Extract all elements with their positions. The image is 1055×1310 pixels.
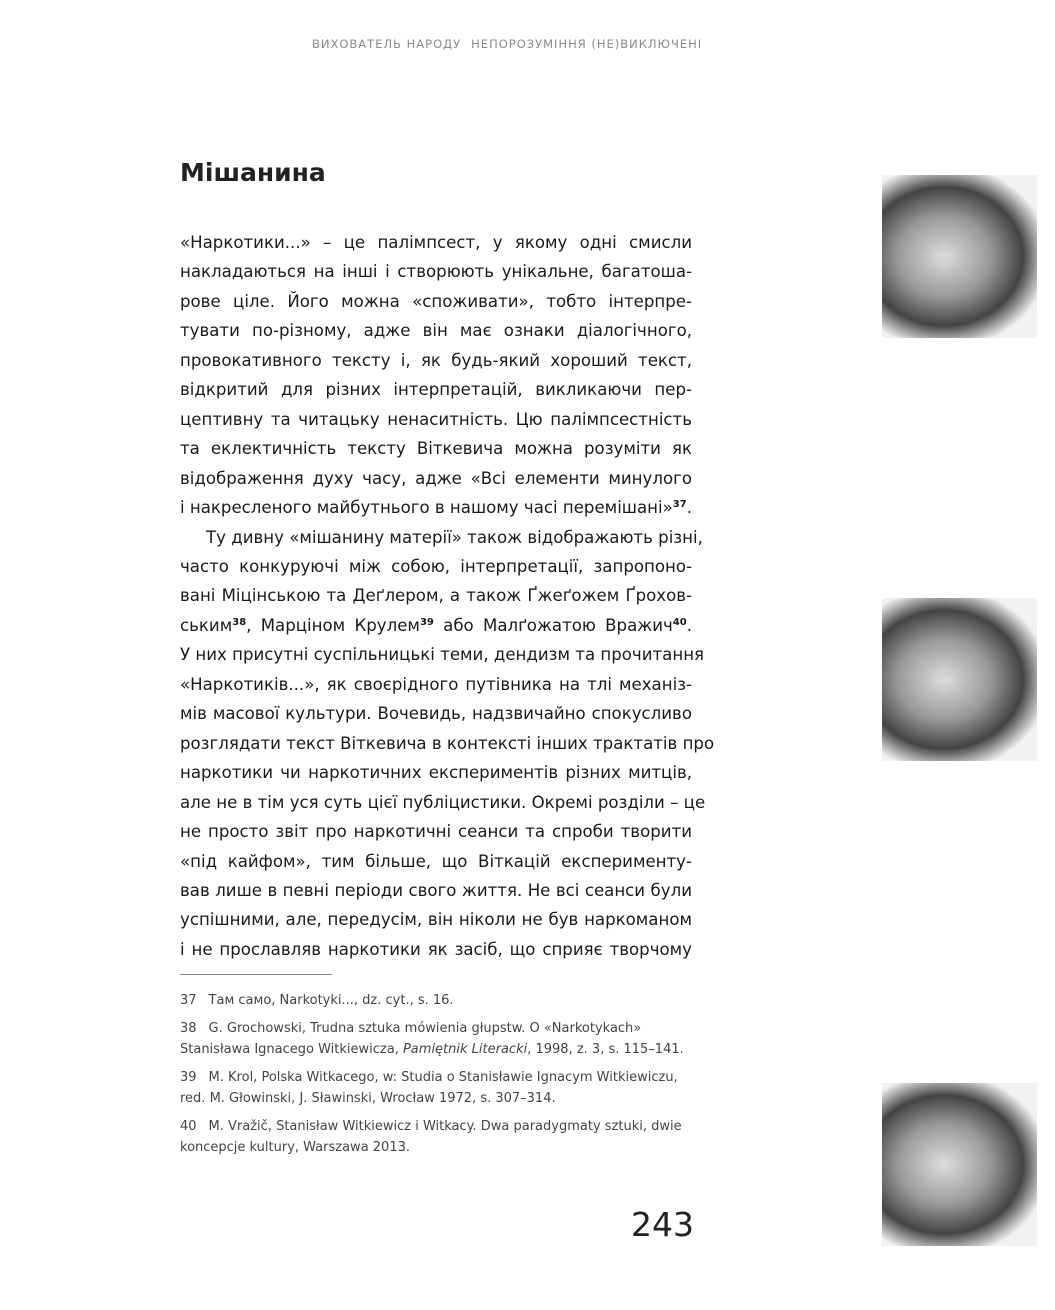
body-text (180, 228, 715, 964)
text-line: і не прославляв наркотики як засіб, що сприяє творчому (180, 939, 692, 959)
footnote-text: M. Vražič, Stanisław Witkiewicz i Witkacy. Dwa paradygmaty sztuki, dwie koncepcje kultury, Warszawa 2013. (180, 1119, 682, 1155)
footnote-38 (180, 1018, 700, 1060)
paragraph-1 (180, 228, 692, 523)
portrait-photo-3 (882, 1083, 1037, 1246)
text-line: відкритий для різних інтерпретацій, викликаючи пер- (180, 380, 692, 400)
text-line: розглядати текст Віткевича в контексті інших трактатів про (180, 733, 715, 753)
footnotes (180, 990, 700, 1165)
text-line: не просто звіт про наркотичні сеанси та спроби творити (180, 822, 692, 842)
paragraph-2 (180, 523, 715, 965)
footnote-number: 40 (180, 1119, 197, 1134)
text-line: тувати по-різному, адже він має ознаки діалогічного, (180, 321, 692, 341)
footnote-ref-37[interactable]: 37 (672, 499, 687, 511)
text-line: наркотики чи наркотичних експериментів різних митців, (180, 763, 692, 783)
footnote-text: G. Grochowski, Trudna sztuka mówienia głupstw. O «Narkotykach» Stanisława Ignacego Witkiewicza, (180, 1021, 642, 1057)
text-line: У них присутні суспільницькі теми, дендизм та прочитання (180, 645, 705, 665)
footnote-text: M. Krol, Polska Witkacego, w: Studia o Stanisławie Ignacym Witkiewiczu, red. M. Głowinski, J. Sławinski, Wrocław 1972, s. 307–314. (180, 1070, 678, 1106)
running-head-right: НЕПОРОЗУМІННЯ (НЕ)ВИКЛЮЧЕНІ (471, 37, 703, 51)
text: . (686, 615, 692, 635)
text-line (180, 611, 692, 640)
footnote-37 (180, 990, 700, 1011)
text-line: рове ціле. Його можна «споживати», тобто інтерпре- (180, 291, 692, 311)
text-line: провокативного тексту і, як будь-який хороший текст, (180, 350, 692, 370)
text-line: «Наркотики...» – це палімпсест, у якому одні смисли (180, 233, 692, 252)
text-line: накладаються на інші і створюють унікальне, багатоша- (180, 262, 692, 282)
text: або Малґожатою Вражич (433, 615, 673, 635)
footnote-ref-39[interactable]: 39 (419, 616, 434, 628)
footnote-text: Там само, Narkotyki..., dz. cyt., s. 16. (208, 993, 454, 1008)
text-line: Ту дивну «мішанину матерії» також відображають різні, (206, 527, 703, 547)
text-line: вав лише в певні періоди свого життя. Не всі сеанси були (180, 880, 692, 900)
text-line: та еклектичність тексту Віткевича можна розуміти як (180, 439, 692, 459)
text-line: мів масової культури. Вочевидь, надзвичайно спокусливо (180, 704, 692, 724)
footnote-40 (180, 1116, 700, 1158)
footnote-divider (180, 974, 332, 975)
text-line: «Наркотиків...», як своєрідного путівника на тлі механіз- (180, 674, 692, 694)
running-head-left: ВИХОВАТЕЛЬ НАРОДУ (312, 37, 462, 51)
portrait-photo-2 (882, 598, 1037, 761)
text-line: але не в тім уся суть цієї публіцистики. Окремі розділи – це (180, 792, 706, 812)
text-line: часто конкуруючі між собою, інтерпретації, запропоно- (180, 556, 692, 576)
page-number: 243 (631, 1205, 694, 1244)
text-line: цептивну та читацьку ненаситність. Цю палімпсестність (180, 409, 692, 429)
journal-title: Pamiętnik Literacki (402, 1042, 528, 1057)
text-line: і накресленого майбутнього в нашому часі перемішані»$^{37}$. (180, 498, 692, 518)
footnote-ref-38[interactable]: 38 (232, 616, 247, 628)
footnote-number: 38 (180, 1021, 197, 1036)
footnote-text: , 1998, z. 3, s. 115–141. (527, 1042, 684, 1057)
footnote-number: 39 (180, 1070, 197, 1085)
running-head (312, 37, 712, 51)
section-heading: Мішанина (180, 158, 326, 187)
text-line: відображення духу часу, адже «Всі елементи минулого (180, 468, 692, 488)
footnote-number: 37 (180, 993, 197, 1008)
portrait-photo-1 (882, 175, 1037, 338)
text-line: вані Міцінською та Деґлером, а також Ґжеґожем Ґрохов- (180, 586, 692, 606)
text: і накресленого майбутнього в нашому часі перемішані» (180, 498, 673, 518)
text-line: успішними, але, передусім, він ніколи не був наркоманом (180, 910, 692, 930)
footnote-ref-40[interactable]: 40 (672, 616, 687, 628)
text-line: «під кайфом», тим більше, що Віткацій експерименту- (180, 851, 692, 871)
footnote-39 (180, 1067, 700, 1109)
text: , Марціном Крулем (246, 615, 420, 635)
text: ським (180, 615, 233, 635)
